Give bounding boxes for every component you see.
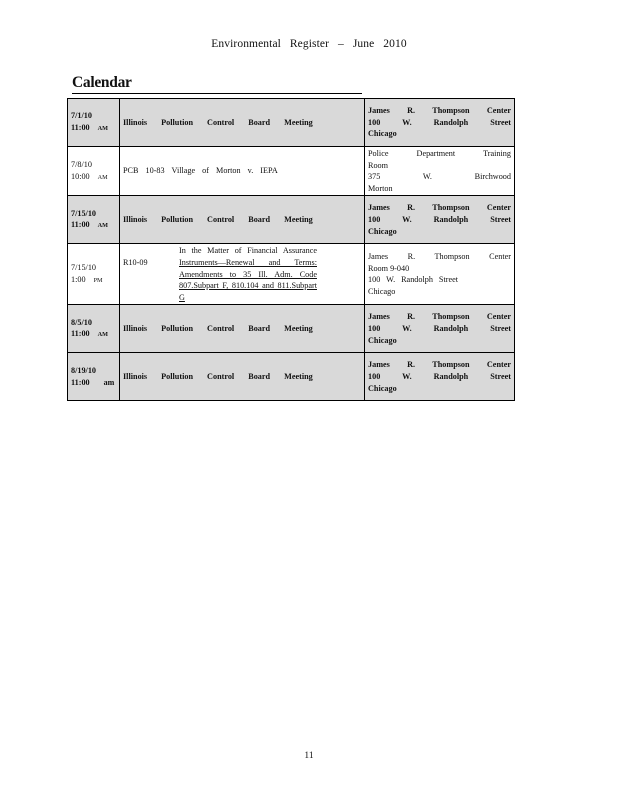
event-description: Illinois Pollution Control Board Meeting [123,372,313,382]
description-cell [120,353,365,401]
date-cell [68,99,120,147]
description-cell [120,244,365,305]
location-line: Room 9-040 [368,263,410,273]
date-cell [68,147,120,196]
event-date: 7/15/10 [71,208,97,218]
date-cell [68,196,120,244]
event-ampm: am [103,377,115,387]
event-description: Illinois Pollution Control Board Meeting [123,324,313,334]
event-time: 11:00 [71,329,90,339]
event-time: 11:00 [71,220,90,230]
location-line: 100 W. Randolph Street [368,275,458,285]
event-date: 8/19/10 [71,366,97,376]
description-line: In the Matter of Financial Assurance [179,246,317,256]
date-cell [68,244,120,305]
date-cell [68,305,120,353]
description-line: 807.Subpart F, 810.104 and 811.Subpart G [179,281,317,302]
event-time: 11:00 [71,123,90,132]
page-header: Environmental Register – June 2010 [211,38,407,50]
location-cell [365,147,515,196]
location-line: 100 W. Randolph Street [368,117,511,127]
location-line: Chicago [368,383,397,393]
location-line: 375 W. Birchwood [368,172,511,182]
location-line: 100 W. Randolph Street [368,215,511,225]
location-line: 100 W. Randolph Street [368,372,511,382]
event-time: 11:00 [71,377,90,387]
section-title: Calendar [72,73,362,94]
location-line: James R. Thompson Center [368,106,511,116]
table-row [68,99,515,147]
event-code: R10-09 [123,258,148,268]
event-time: 1:00 [71,274,86,284]
event-ampm: AM [97,173,108,181]
event-date: 7/1/10 [71,111,92,121]
event-description: Illinois Pollution Control Board Meeting [123,117,313,127]
description-cell [120,305,365,353]
event-description: PCB 10-83 Village of Morton v. IEPA [123,166,278,176]
event-ampm: PM [93,276,103,284]
description-cell [120,147,365,196]
location-line: Room [368,160,389,170]
location-line: 100 W. Randolph Street [368,324,511,334]
event-ampm: AM [97,222,108,230]
description-line: Amendments to 35 Ill. Adm. Code [179,269,317,279]
event-date: 7/15/10 [71,263,97,273]
table-row [68,196,515,244]
location-cell [365,353,515,401]
location-cell [365,99,515,147]
description-cell [120,196,365,244]
event-description: Illinois Pollution Control Board Meeting [123,215,313,225]
event-ampm: AM [97,331,108,339]
location-line: Chicago [368,226,397,236]
location-line: James R. Thompson Center [368,312,511,322]
location-line: Chicago [368,335,397,345]
event-date: 7/8/10 [71,160,92,170]
calendar-table [67,98,515,401]
location-cell [365,196,515,244]
table-row [68,353,515,401]
location-cell [365,244,515,305]
page-number: 11 [304,751,314,761]
location-line: Police Department Training [368,149,511,158]
description-line: Instruments—Renewal and Terms: [179,257,317,267]
location-line: James R. Thompson Center [368,360,511,370]
location-line: Chicago [368,286,396,296]
date-cell [68,353,120,401]
location-line: Morton [368,183,393,193]
event-time: 10:00 [71,171,90,181]
table-row [68,244,515,305]
event-date: 8/5/10 [71,317,92,327]
location-line: James R. Thompson Center [368,252,511,262]
event-ampm: AM [97,125,108,132]
location-line: James R. Thompson Center [368,203,511,213]
location-cell [365,305,515,353]
location-line: Chicago [368,129,397,139]
description-cell [120,99,365,147]
table-row [68,147,515,196]
table-row [68,305,515,353]
